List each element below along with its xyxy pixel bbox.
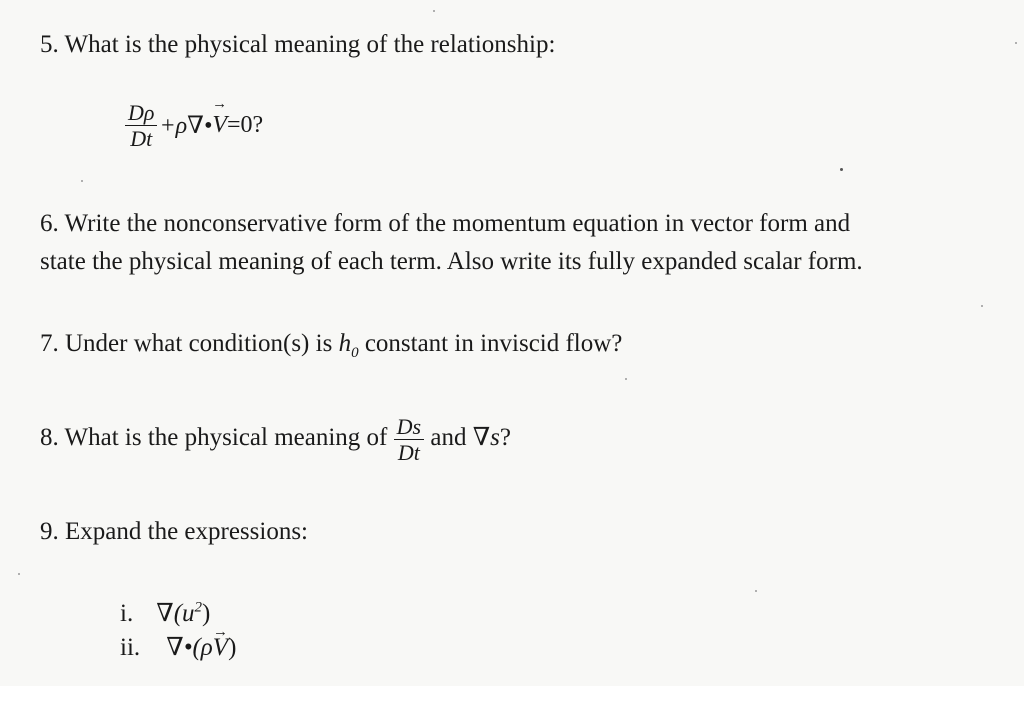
material-derivative-fraction (125, 100, 157, 151)
question-8 (40, 414, 511, 465)
entropy-derivative-fraction (394, 414, 424, 465)
expression-ii-body: ∇•(ρV →) (166, 634, 236, 661)
expression-i (120, 592, 210, 630)
scan-speck (81, 180, 83, 182)
question-8-mark: ? (499, 424, 511, 452)
entropy-gradient: ∇s (472, 424, 500, 452)
bottom-margin (0, 686, 1024, 709)
scan-speck (18, 573, 20, 575)
equation-equals-zero: =0? (227, 112, 264, 138)
fraction-numerator: Dρ (125, 100, 157, 126)
question-9 (40, 513, 308, 551)
question-6 (40, 205, 863, 281)
scan-speck (840, 168, 843, 171)
scan-speck (433, 10, 435, 12)
continuity-equation (125, 100, 263, 151)
question-5 (40, 26, 555, 64)
question-7 (40, 325, 622, 372)
scan-speck (981, 305, 983, 307)
equation-divergence-term: +ρ∇• (159, 113, 213, 139)
question-5-text: 5. What is the physical meaning of the relationship: (40, 31, 556, 58)
fraction-denominator: Dt (397, 440, 420, 465)
question-7-after: constant in inviscid flow? (364, 330, 623, 357)
fraction-denominator: Dt (130, 126, 153, 151)
velocity-vector: V → (212, 112, 227, 139)
scan-speck (1015, 42, 1017, 44)
expression-ii-label: ii. (120, 634, 141, 661)
expression-i-body: $\nabla(u^2)$ (156, 600, 211, 628)
expression-i-label: i. (120, 600, 134, 628)
question-6-line-2: state the physical meaning of each term. Also write its fully expanded scalar form. (40, 248, 863, 275)
question-6-line-1: 6. Write the nonconservative form of the momentum equation in vector form and (40, 210, 851, 237)
question-8-before: 8. What is the physical meaning of (40, 424, 388, 452)
scan-speck (755, 590, 757, 592)
question-8-middle: and (430, 424, 467, 452)
fraction-numerator: Ds (394, 414, 424, 440)
question-7-before: 7. Under what condition(s) is (40, 330, 333, 357)
stagnation-enthalpy-symbol: $h_0$ (338, 330, 359, 361)
expression-ii (120, 632, 236, 664)
question-9-text: 9. Expand the expressions: (40, 518, 309, 545)
scan-speck (625, 378, 627, 380)
